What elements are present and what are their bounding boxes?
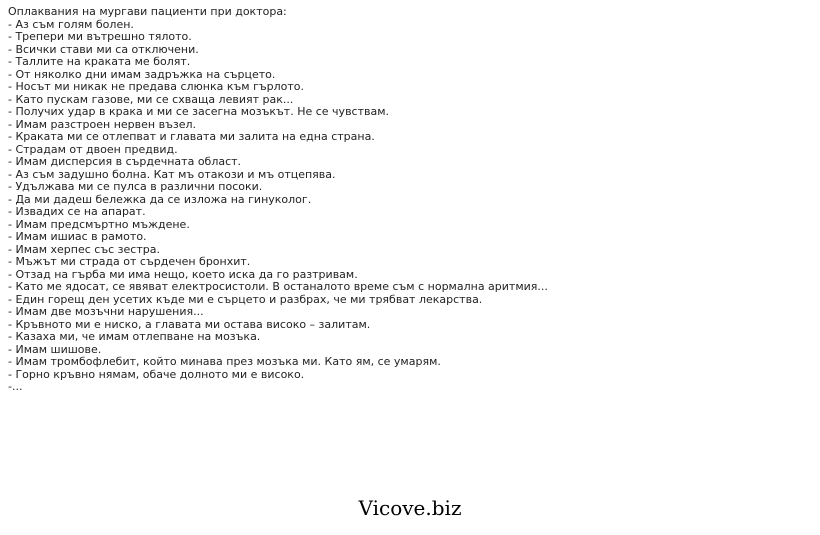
list-item: - Имам тромбофлебит, който минава през мозъка ми. Като ям, се умарям. xyxy=(8,355,441,368)
list-item: - Трепери ми вътрешно тялото. xyxy=(8,30,192,43)
site-footer xyxy=(0,494,820,522)
list-item: - Имам две мозъчни нарушения... xyxy=(8,305,204,318)
list-item: - Имам разстроен нервен възел. xyxy=(8,117,197,131)
list-item: - Имам херпес със зестра. xyxy=(8,242,160,256)
document-heading: Оплаквания на мургави пациенти при доктора: xyxy=(8,5,287,18)
list-item: - Имам дисперсия в сърдечната област. xyxy=(8,155,242,168)
list-item: - От няколко дни имам задръжка на сърцето. xyxy=(8,67,276,81)
list-item: - Горно кръвно нямам, обаче долното ми е високо. xyxy=(8,367,305,381)
list-item: - Всички стави ми са отключени. xyxy=(8,42,199,56)
list-item: - Да ми дадеш бележка да се изложа на гинуколог. xyxy=(8,192,312,206)
list-item: - Имам шишове. xyxy=(8,342,102,356)
list-item: - Таллите на краката ме болят. xyxy=(8,55,191,68)
list-item: - Краката ми се отлепват и главата ми залита на една страна. xyxy=(8,130,375,143)
list-item: - Удължава ми се пулса в различни посоки. xyxy=(8,180,263,193)
list-item: - Казаха ми, че имам отлепване на мозъка. xyxy=(8,330,261,343)
list-item: - Кръвното ми е ниско, а главата ми остава високо – залитам. xyxy=(8,317,371,331)
list-item: - Като ме ядосат, се явяват електросистоли. В останалото време съм с нормална аритмия... xyxy=(8,280,548,293)
list-item: - Извадих се на апарат. xyxy=(8,205,146,218)
list-item: - Страдам от двоен предвид. xyxy=(8,142,178,156)
site-name: Vicove.biz xyxy=(358,496,462,520)
list-item: - Един горещ ден усетих къде ми е сърцето и разбрах, че ми трябват лекарства. xyxy=(8,292,483,306)
list-item: - Получих удар в крака и ми се засегна мозъкът. Не се чувствам. xyxy=(8,105,390,118)
list-item: - Имам ишиас в рамото. xyxy=(8,230,147,243)
list-item: - Като пускам газове, ми се схваща левият рак... xyxy=(8,92,294,106)
list-item: -... xyxy=(8,380,23,393)
list-item: - Аз съм задушно болна. Кат мъ отакози и мъ отцепява. xyxy=(8,167,336,181)
list-item: - Мъжът ми страда от сърдечен бронхит. xyxy=(8,255,251,268)
list-item: - Отзад на гърба ми има нещо, което иска да го разтривам. xyxy=(8,267,358,281)
list-item: - Аз съм голям болен. xyxy=(8,17,134,31)
text-block xyxy=(8,6,808,394)
list-item: - Носът ми никак не предава слюнка към гърлото. xyxy=(8,80,305,93)
list-item: - Имам предсмъртно мъждене. xyxy=(8,217,190,231)
